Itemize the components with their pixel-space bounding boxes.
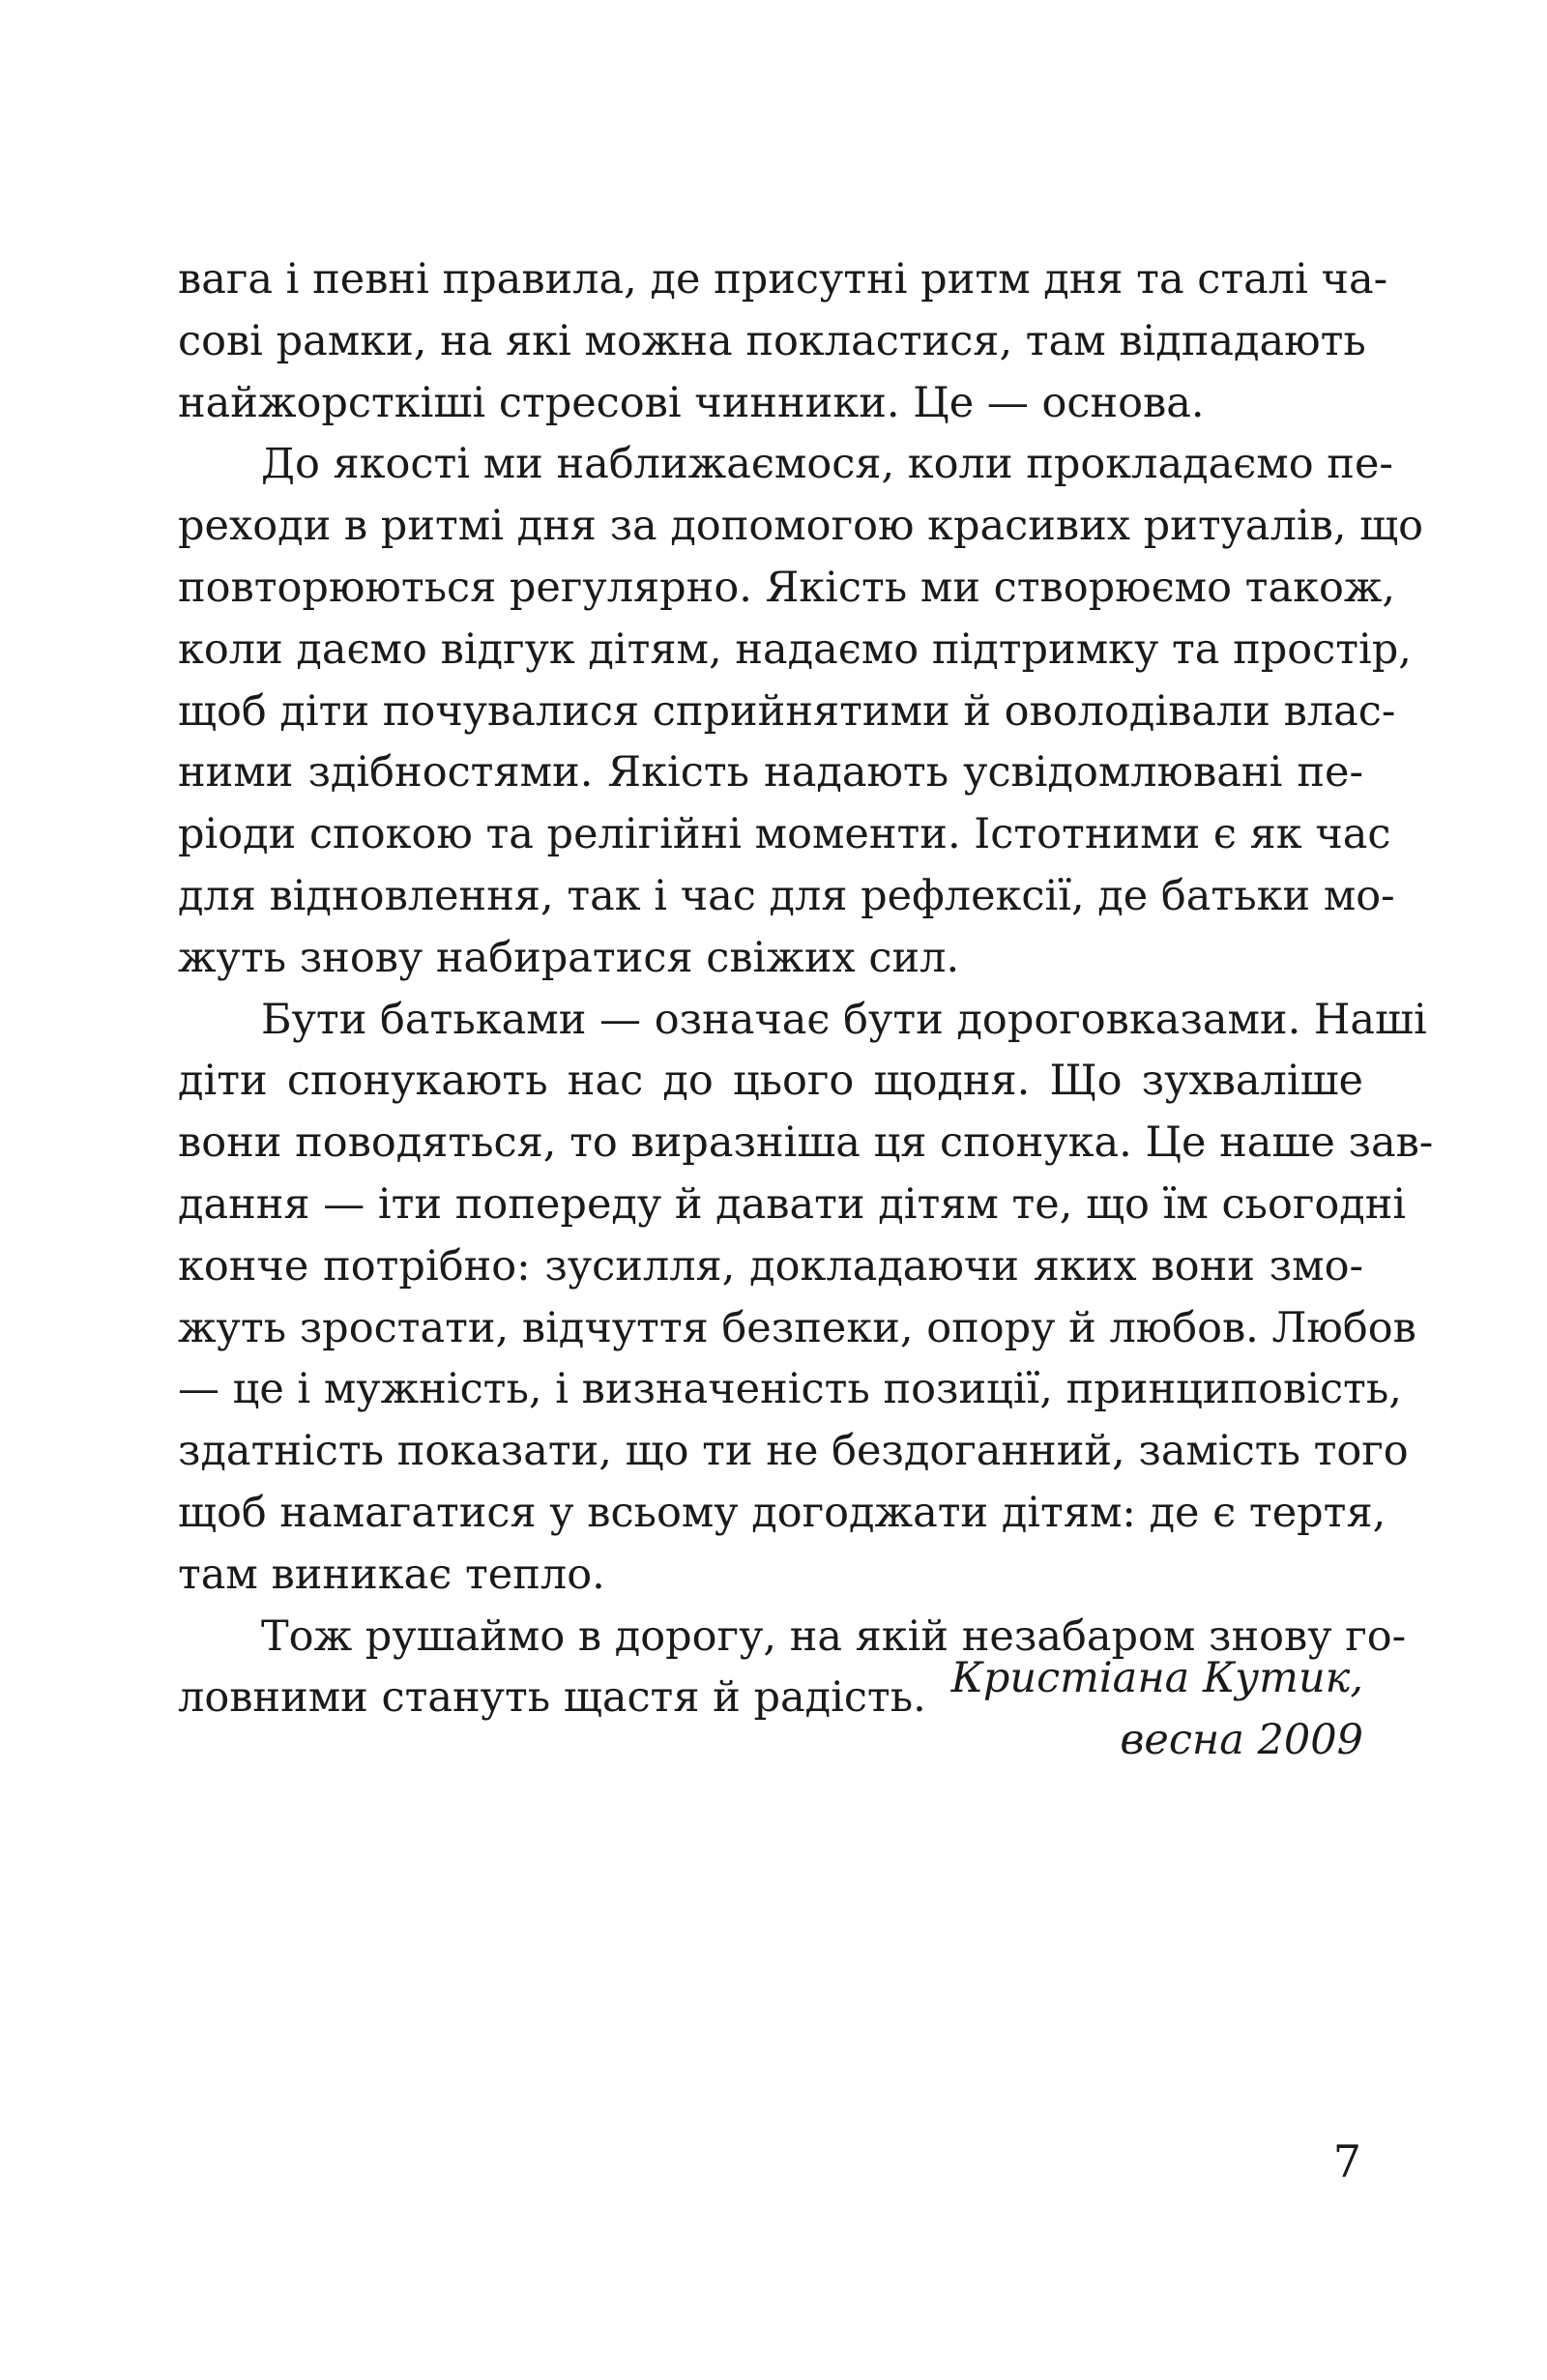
text-line: — це і мужність, і визначеність позиції, принциповість, <box>178 1365 1402 1414</box>
paragraph-3 <box>178 990 1434 1607</box>
text-line: ловними стануть щастя й радість. <box>178 1673 926 1723</box>
signature-author: Кристіана Кутик, <box>950 1654 1363 1702</box>
text-line: До якості ми наближаємося, коли прокладаємо пе- <box>261 440 1393 489</box>
text-line: жуть знову набиратися свіжих сил. <box>178 933 960 982</box>
text-line: Бути батьками — означає бути дороговказами. Наші <box>261 995 1427 1044</box>
text-line: здатність показати, що ти не бездоганний, замість того <box>178 1427 1409 1476</box>
text-line: конче потрібно: зусилля, докладаючи яких вони змо- <box>178 1241 1363 1291</box>
text-line: ними здібностями. Якість надають усвідомлювані пе- <box>178 748 1363 798</box>
text-line: дання — іти попереду й давати дітям те, що їм сьогодні <box>178 1179 1407 1229</box>
text-line: для відновлення, так і час для рефлексії, де батьки мо- <box>178 871 1395 920</box>
text-line: реходи в ритмі дня за допомогою красивих ритуалів, що <box>178 502 1424 551</box>
text-line: вага і певні правила, де присутні ритм дня та сталі ча- <box>178 255 1388 304</box>
text-line: діти спонукають нас до цього щодня. Що зухваліше <box>178 1057 1363 1106</box>
text-line: Тож рушаймо в дорогу, на якій незабаром знову го- <box>261 1611 1407 1661</box>
page-number: 7 <box>1332 2135 1361 2188</box>
signature-date: весна 2009 <box>1120 1716 1363 1764</box>
text-line: щоб намагатися у всьому догоджати дітям: де є тертя, <box>178 1488 1386 1537</box>
text-line: вони поводяться, то виразніша ця спонука. Це наше зав- <box>178 1118 1434 1168</box>
signature <box>951 1647 1363 1771</box>
paragraph-1 <box>178 249 1388 434</box>
paragraph-2 <box>178 434 1424 989</box>
text-line: жуть зростати, відчуття безпеки, опору й любов. Любов <box>178 1303 1416 1352</box>
body-text <box>178 249 1434 1729</box>
text-line: щоб діти почувалися сприйнятими й оволодівали влас- <box>178 686 1396 736</box>
text-line: коли даємо відгук дітям, надаємо підтримку та простір, <box>178 624 1412 674</box>
text-line: сові рамки, на які можна покластися, там відпадають <box>178 316 1366 365</box>
text-line: повторюються регулярно. Якість ми створюємо також, <box>178 563 1396 612</box>
text-line: там виникає тепло. <box>178 1550 605 1599</box>
text-line: ріоди спокою та релігійні моменти. Істотними є як час <box>178 810 1391 859</box>
text-line: найжорсткіші стресові чинники. Це — основа. <box>178 378 1205 427</box>
